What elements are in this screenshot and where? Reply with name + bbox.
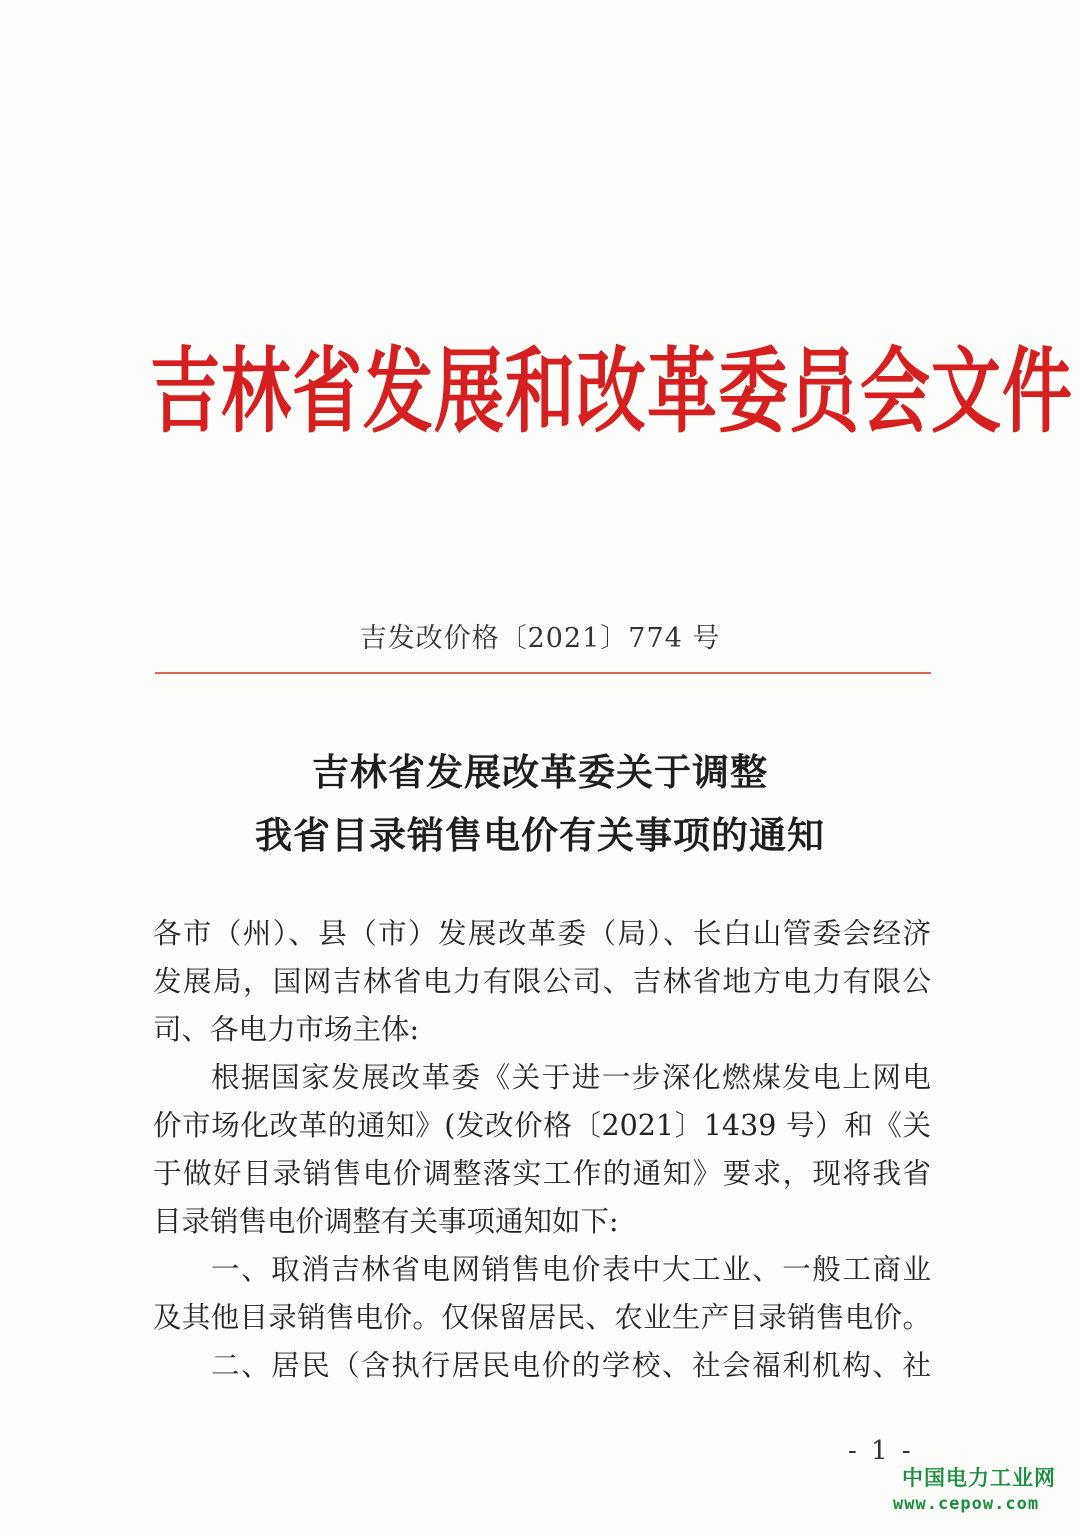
document-masthead: 吉林省发展和改革委员会文件	[150, 337, 1073, 447]
document-number: 吉发改价格〔2021〕774 号	[359, 623, 721, 654]
body-line: 各市（州）、县（市）发展改革委（局）、长白山管委会经济	[153, 917, 931, 950]
body-line: 发展局，国网吉林省电力有限公司、吉林省地方电力有限公	[153, 965, 931, 998]
body-line: 二、居民（含执行居民电价的学校、社会福利机构、社	[211, 1349, 931, 1382]
watermark-url: www.cepow.com	[893, 1494, 1040, 1514]
page-number: - 1 -	[848, 1436, 914, 1466]
body-line: 于做好目录销售电价调整落实工作的通知》要求，现将我省	[153, 1157, 931, 1190]
red-divider-line	[155, 672, 931, 674]
body-line: 一、取消吉林省电网销售电价表中大工业、一般工商业	[211, 1253, 931, 1286]
body-line: 根据国家发展改革委《关于进一步深化燃煤发电上网电	[211, 1061, 931, 1094]
notice-title-line-2: 我省目录销售电价有关事项的通知	[255, 814, 825, 857]
notice-body	[153, 910, 931, 1390]
watermark-site-name: 中国电力工业网	[902, 1466, 1056, 1490]
body-line: 目录销售电价调整有关事项通知如下:	[153, 1205, 619, 1238]
notice-title-line-1: 吉林省发展改革委关于调整	[312, 751, 768, 794]
body-line: 价市场化改革的通知》(发改价格〔2021〕1439 号）和《关	[153, 1109, 931, 1142]
body-line: 及其他目录销售电价。仅保留居民、农业生产目录销售电价。	[153, 1301, 931, 1334]
body-line: 司、各电力市场主体:	[153, 1013, 420, 1046]
